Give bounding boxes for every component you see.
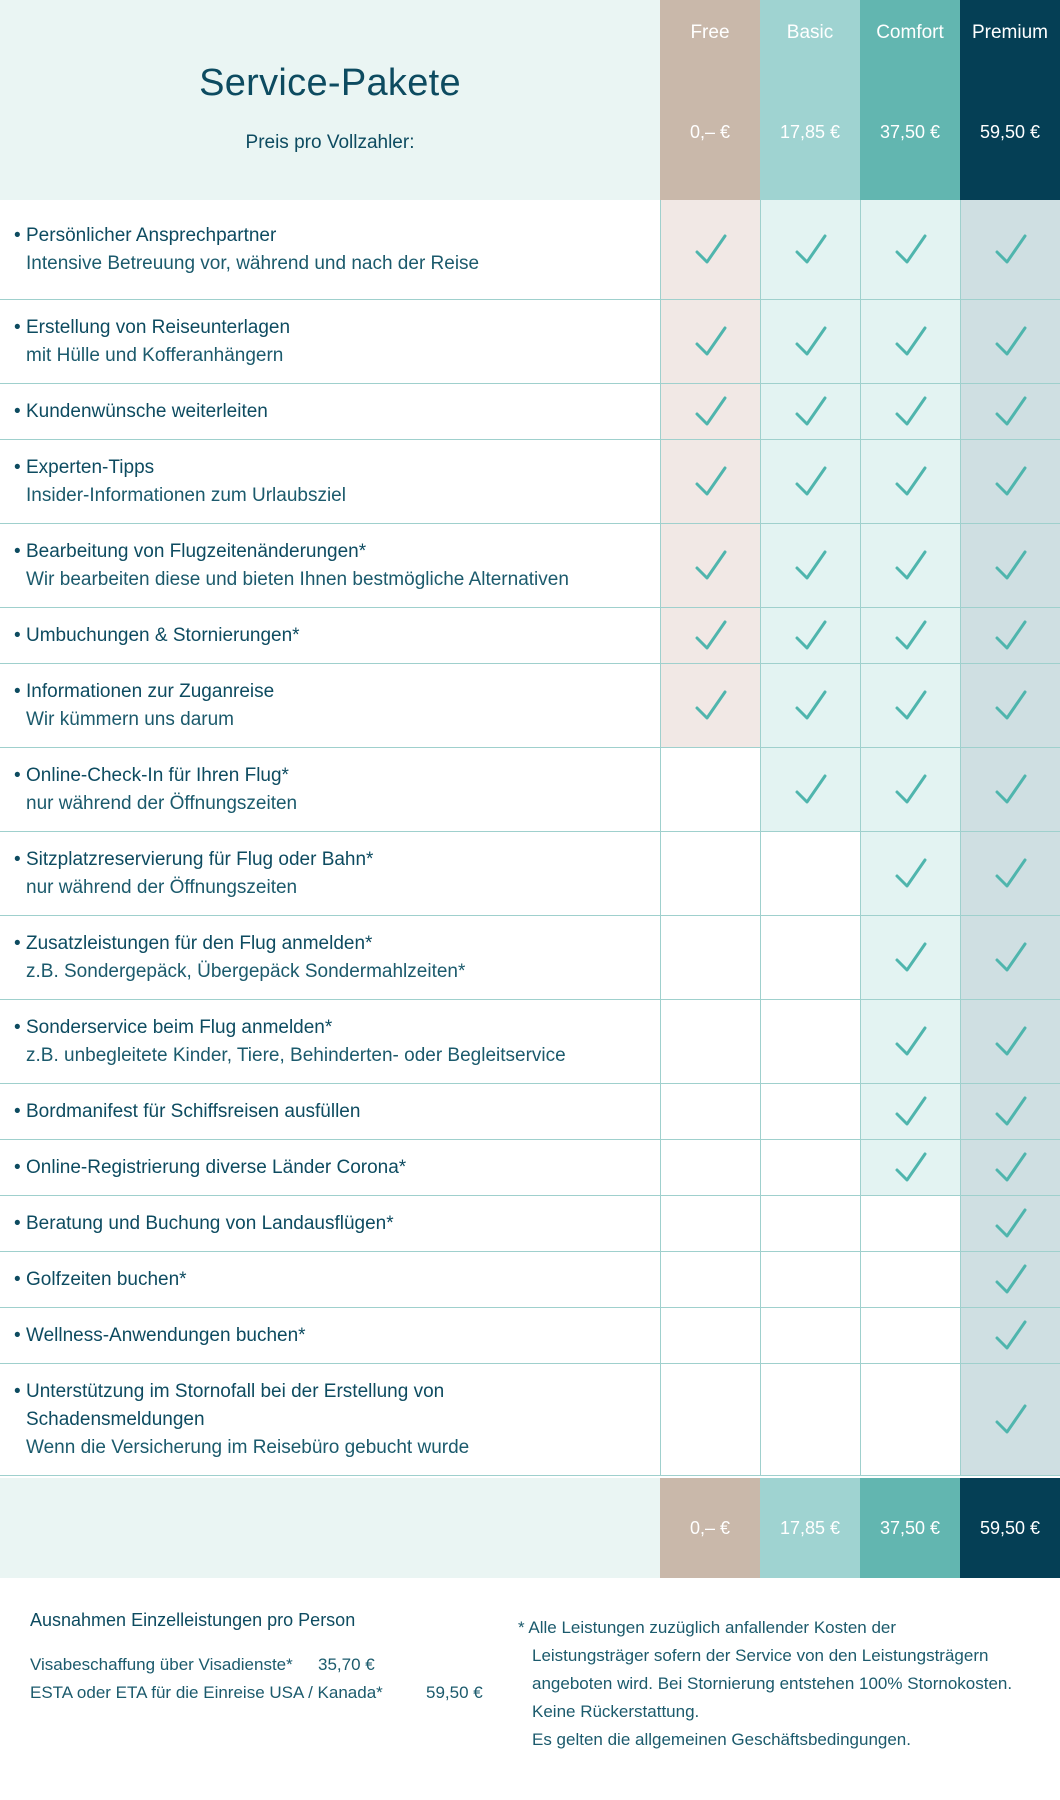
service-row xyxy=(0,608,1060,664)
cell-basic xyxy=(760,1140,860,1195)
cell-premium xyxy=(960,440,1060,523)
service-row xyxy=(0,300,1060,384)
service-row xyxy=(0,832,1060,916)
service-description xyxy=(14,622,654,650)
service-row xyxy=(0,1084,1060,1140)
service-row xyxy=(0,384,1060,440)
cell-comfort xyxy=(860,1140,960,1195)
package-name: Premium xyxy=(971,22,1048,43)
service-row xyxy=(0,1308,1060,1364)
cell-free xyxy=(660,524,760,607)
check-icon xyxy=(791,770,831,810)
service-title xyxy=(14,1154,654,1182)
service-description xyxy=(14,762,654,818)
service-title xyxy=(14,622,654,650)
service-title-text: Bordmanifest für Schiffsreisen ausfüllen xyxy=(26,1101,361,1122)
check-icon xyxy=(991,1022,1031,1062)
cell-premium xyxy=(960,608,1060,663)
service-title xyxy=(14,538,654,566)
cell-premium xyxy=(960,748,1060,831)
check-icon xyxy=(691,322,731,362)
bullet-icon: • xyxy=(14,625,21,646)
service-subtitle: z.B. Sondergepäck, Übergepäck Sondermahlzeiten* xyxy=(26,961,466,982)
service-title-text: Persönlicher Ansprechpartner xyxy=(26,225,277,246)
check-icon xyxy=(691,462,731,502)
check-icon xyxy=(991,854,1031,894)
check-icon xyxy=(891,686,931,726)
check-icon xyxy=(891,322,931,362)
check-icon xyxy=(891,462,931,502)
cell-comfort xyxy=(860,200,960,299)
service-title-text: Online-Check-In für Ihren Flug* xyxy=(26,765,289,786)
footnote-line: angeboten wird. Bei Stornierung entstehen 100% Stornokosten. xyxy=(532,1674,1013,1693)
bullet-icon: • xyxy=(14,1381,21,1402)
service-title xyxy=(14,1098,654,1126)
service-row xyxy=(0,524,1060,608)
check-icon xyxy=(991,392,1031,432)
service-title-text: Golfzeiten buchen* xyxy=(26,1269,187,1290)
check-icon xyxy=(791,230,831,270)
check-icon xyxy=(891,854,931,894)
service-title-text: Wellness-Anwendungen buchen* xyxy=(26,1325,306,1346)
check-icon xyxy=(991,616,1031,656)
service-title xyxy=(14,1322,654,1350)
service-description xyxy=(14,1014,654,1070)
service-description xyxy=(14,1098,654,1126)
check-icon xyxy=(691,546,731,586)
service-description xyxy=(14,398,654,426)
cell-free xyxy=(660,1308,760,1363)
check-icon xyxy=(991,686,1031,726)
bullet-icon: • xyxy=(14,401,21,422)
service-title xyxy=(14,222,654,250)
service-subtitle: Wir kümmern uns darum xyxy=(26,709,234,730)
service-title-text: Zusatzleistungen für den Flug anmelden* xyxy=(26,933,373,954)
cell-comfort xyxy=(860,1000,960,1083)
check-icon xyxy=(891,230,931,270)
check-icon xyxy=(691,392,731,432)
bullet-icon: • xyxy=(14,765,21,786)
check-icon xyxy=(891,770,931,810)
bullet-icon: • xyxy=(14,1325,21,1346)
cell-basic xyxy=(760,524,860,607)
cell-comfort xyxy=(860,440,960,523)
cell-comfort xyxy=(860,608,960,663)
service-description xyxy=(14,314,654,370)
check-icon xyxy=(991,938,1031,978)
cell-free xyxy=(660,748,760,831)
check-icon xyxy=(991,546,1031,586)
service-title-text: Online-Registrierung diverse Länder Corona* xyxy=(26,1157,407,1178)
footnote-line: Es gelten die allgemeinen Geschäftsbedingungen. xyxy=(532,1730,911,1749)
cell-basic xyxy=(760,200,860,299)
cell-premium xyxy=(960,1140,1060,1195)
cell-basic xyxy=(760,300,860,383)
service-row xyxy=(0,440,1060,524)
footer-price-premium: 59,50 € xyxy=(960,1478,1060,1578)
exception-label: ESTA oder ETA für die Einreise USA / Kanada* xyxy=(30,1683,383,1702)
cell-comfort xyxy=(860,300,960,383)
service-title xyxy=(14,762,654,790)
cell-basic xyxy=(760,1084,860,1139)
service-subtitle: Intensive Betreuung vor, während und nach der Reise xyxy=(26,253,480,274)
cell-free xyxy=(660,664,760,747)
footnote-line: * Alle Leistungen zuzüglich anfallender Kosten der xyxy=(518,1618,897,1637)
price-footer xyxy=(0,1478,1060,1578)
cell-premium xyxy=(960,300,1060,383)
check-icon xyxy=(991,322,1031,362)
cell-comfort xyxy=(860,1308,960,1363)
cell-premium xyxy=(960,1252,1060,1307)
cell-comfort xyxy=(860,664,960,747)
service-row xyxy=(0,748,1060,832)
service-title-text: Beratung und Buchung von Landausflügen* xyxy=(26,1213,394,1234)
footer-price-free: 0,– € xyxy=(660,1478,760,1578)
check-icon xyxy=(791,322,831,362)
service-subtitle: nur während der Öffnungszeiten xyxy=(26,877,298,898)
cell-basic xyxy=(760,916,860,999)
exceptions-section xyxy=(30,1610,500,1707)
bullet-icon: • xyxy=(14,457,21,478)
footer-price-basic: 17,85 € xyxy=(760,1478,860,1578)
check-icon xyxy=(891,616,931,656)
cell-comfort xyxy=(860,748,960,831)
service-description xyxy=(14,1322,654,1350)
service-row xyxy=(0,200,1060,300)
cell-premium xyxy=(960,832,1060,915)
service-title-text: Unterstützung im Stornofall bei der Erstellung von xyxy=(26,1381,445,1402)
footer-price-comfort: 37,50 € xyxy=(860,1478,960,1578)
service-subtitle: mit Hülle und Kofferanhängern xyxy=(26,345,284,366)
check-icon xyxy=(691,616,731,656)
cell-free xyxy=(660,608,760,663)
service-title xyxy=(14,314,654,342)
check-icon xyxy=(891,938,931,978)
service-title xyxy=(14,1266,654,1294)
cell-free xyxy=(660,1000,760,1083)
package-price: 17,85 € xyxy=(779,122,841,142)
exception-label: Visabeschaffung über Visadienste* xyxy=(30,1655,293,1674)
cell-premium xyxy=(960,916,1060,999)
package-header-basic xyxy=(760,0,860,200)
cell-comfort xyxy=(860,1252,960,1307)
package-name: Comfort xyxy=(876,22,944,43)
service-subtitle: Wir bearbeiten diese und bieten Ihnen bestmögliche Alternativen xyxy=(26,569,569,590)
check-icon xyxy=(991,462,1031,502)
check-icon xyxy=(891,546,931,586)
cell-premium xyxy=(960,200,1060,299)
package-header-comfort xyxy=(860,0,960,200)
check-icon xyxy=(991,770,1031,810)
cell-free xyxy=(660,1196,760,1251)
cell-comfort xyxy=(860,832,960,915)
cell-premium xyxy=(960,384,1060,439)
package-header-free xyxy=(660,0,760,200)
exception-item xyxy=(30,1651,500,1679)
table-header xyxy=(0,0,1060,200)
check-icon xyxy=(791,686,831,726)
service-title-text: Sonderservice beim Flug anmelden* xyxy=(26,1017,333,1038)
bullet-icon: • xyxy=(14,225,21,246)
price-per-payer-label: Preis pro Vollzahler: xyxy=(245,132,415,153)
footnote xyxy=(518,1614,1048,1754)
check-icon xyxy=(891,1022,931,1062)
check-icon xyxy=(991,1148,1031,1188)
check-icon xyxy=(791,546,831,586)
cell-comfort xyxy=(860,384,960,439)
cell-basic xyxy=(760,1308,860,1363)
cell-free xyxy=(660,200,760,299)
bullet-icon: • xyxy=(14,1101,21,1122)
bullet-icon: • xyxy=(14,681,21,702)
service-title xyxy=(14,1014,654,1042)
service-description xyxy=(14,454,654,510)
cell-premium xyxy=(960,1308,1060,1363)
cell-basic xyxy=(760,1252,860,1307)
service-subtitle: Wenn die Versicherung im Reisebüro gebucht wurde xyxy=(26,1437,470,1458)
service-row xyxy=(0,1140,1060,1196)
cell-comfort xyxy=(860,1196,960,1251)
cell-premium xyxy=(960,664,1060,747)
service-title xyxy=(14,454,654,482)
cell-basic xyxy=(760,832,860,915)
service-title xyxy=(14,846,654,874)
service-title xyxy=(14,1378,654,1406)
package-price: 0,– € xyxy=(689,122,731,142)
cell-basic xyxy=(760,440,860,523)
cell-premium xyxy=(960,1196,1060,1251)
cell-basic xyxy=(760,664,860,747)
package-price: 59,50 € xyxy=(979,122,1041,142)
service-subtitle: nur während der Öffnungszeiten xyxy=(26,793,298,814)
package-name: Free xyxy=(690,22,730,43)
service-description xyxy=(14,846,654,902)
cell-comfort xyxy=(860,916,960,999)
service-description xyxy=(14,1378,654,1462)
check-icon xyxy=(891,1148,931,1188)
package-header-premium xyxy=(960,0,1060,200)
cell-premium xyxy=(960,1000,1060,1083)
service-title-text: Informationen zur Zuganreise xyxy=(26,681,275,702)
cell-free xyxy=(660,1140,760,1195)
exception-item xyxy=(30,1679,500,1707)
exception-price: 59,50 € xyxy=(426,1683,483,1702)
header-title-area xyxy=(0,0,660,200)
check-icon xyxy=(691,686,731,726)
cell-free xyxy=(660,300,760,383)
service-description xyxy=(14,1210,654,1238)
service-title xyxy=(14,930,654,958)
service-title xyxy=(14,398,654,426)
service-description xyxy=(14,1154,654,1182)
service-row xyxy=(0,916,1060,1000)
check-icon xyxy=(691,230,731,270)
service-description xyxy=(14,538,654,594)
check-icon xyxy=(991,1316,1031,1356)
cell-comfort xyxy=(860,1364,960,1475)
service-row xyxy=(0,664,1060,748)
cell-premium xyxy=(960,1084,1060,1139)
check-icon xyxy=(791,392,831,432)
bullet-icon: • xyxy=(14,933,21,954)
check-icon xyxy=(791,462,831,502)
bullet-icon: • xyxy=(14,1157,21,1178)
exceptions-title: Ausnahmen Einzelleistungen pro Person xyxy=(30,1610,356,1630)
check-icon xyxy=(891,392,931,432)
bullet-icon: • xyxy=(14,1017,21,1038)
service-subtitle: z.B. unbegleitete Kinder, Tiere, Behinderten- oder Begleitservice xyxy=(26,1045,566,1066)
service-description xyxy=(14,1266,654,1294)
bullet-icon: • xyxy=(14,317,21,338)
service-row xyxy=(0,1196,1060,1252)
cell-comfort xyxy=(860,1084,960,1139)
cell-basic xyxy=(760,1196,860,1251)
check-icon xyxy=(891,1092,931,1132)
cell-premium xyxy=(960,1364,1060,1475)
bullet-icon: • xyxy=(14,1213,21,1234)
service-title xyxy=(14,678,654,706)
service-row xyxy=(0,1252,1060,1308)
service-title-text: Erstellung von Reiseunterlagen xyxy=(26,317,291,338)
cell-premium xyxy=(960,524,1060,607)
service-title-text: Sitzplatzreservierung für Flug oder Bahn* xyxy=(26,849,374,870)
bullet-icon: • xyxy=(14,849,21,870)
cell-free xyxy=(660,1252,760,1307)
exception-price: 35,70 € xyxy=(318,1655,375,1674)
service-row xyxy=(0,1000,1060,1084)
cell-free xyxy=(660,916,760,999)
cell-basic xyxy=(760,1000,860,1083)
cell-free xyxy=(660,1364,760,1475)
check-icon xyxy=(991,1204,1031,1244)
cell-basic xyxy=(760,748,860,831)
check-icon xyxy=(991,1260,1031,1300)
service-subtitle: Insider-Informationen zum Urlaubsziel xyxy=(26,485,346,506)
cell-comfort xyxy=(860,524,960,607)
cell-free xyxy=(660,440,760,523)
service-title-text: Bearbeitung von Flugzeitenänderungen* xyxy=(26,541,367,562)
check-icon xyxy=(991,1092,1031,1132)
cell-free xyxy=(660,384,760,439)
service-title-text: Experten-Tipps xyxy=(26,457,155,478)
bullet-icon: • xyxy=(14,541,21,562)
page-title: Service-Pakete xyxy=(199,62,461,104)
service-title xyxy=(14,1210,654,1238)
check-icon xyxy=(791,616,831,656)
cell-basic xyxy=(760,608,860,663)
cell-basic xyxy=(760,1364,860,1475)
cell-free xyxy=(660,832,760,915)
service-title-text: Umbuchungen & Stornierungen* xyxy=(26,625,300,646)
bullet-icon: • xyxy=(14,1269,21,1290)
service-description xyxy=(14,678,654,734)
service-description xyxy=(14,222,654,278)
check-icon xyxy=(991,230,1031,270)
cell-free xyxy=(660,1084,760,1139)
footnote-line: Leistungsträger sofern der Service von den Leistungsträgern xyxy=(532,1646,989,1665)
check-icon xyxy=(991,1400,1031,1440)
cell-basic xyxy=(760,384,860,439)
service-description xyxy=(14,930,654,986)
footnote-line: Keine Rückerstattung. xyxy=(532,1702,700,1721)
service-row xyxy=(0,1364,1060,1476)
package-name: Basic xyxy=(786,22,834,43)
service-title-text: Kundenwünsche weiterleiten xyxy=(26,401,268,422)
service-title-continued: Schadensmeldungen xyxy=(26,1409,205,1430)
package-price: 37,50 € xyxy=(879,122,941,142)
